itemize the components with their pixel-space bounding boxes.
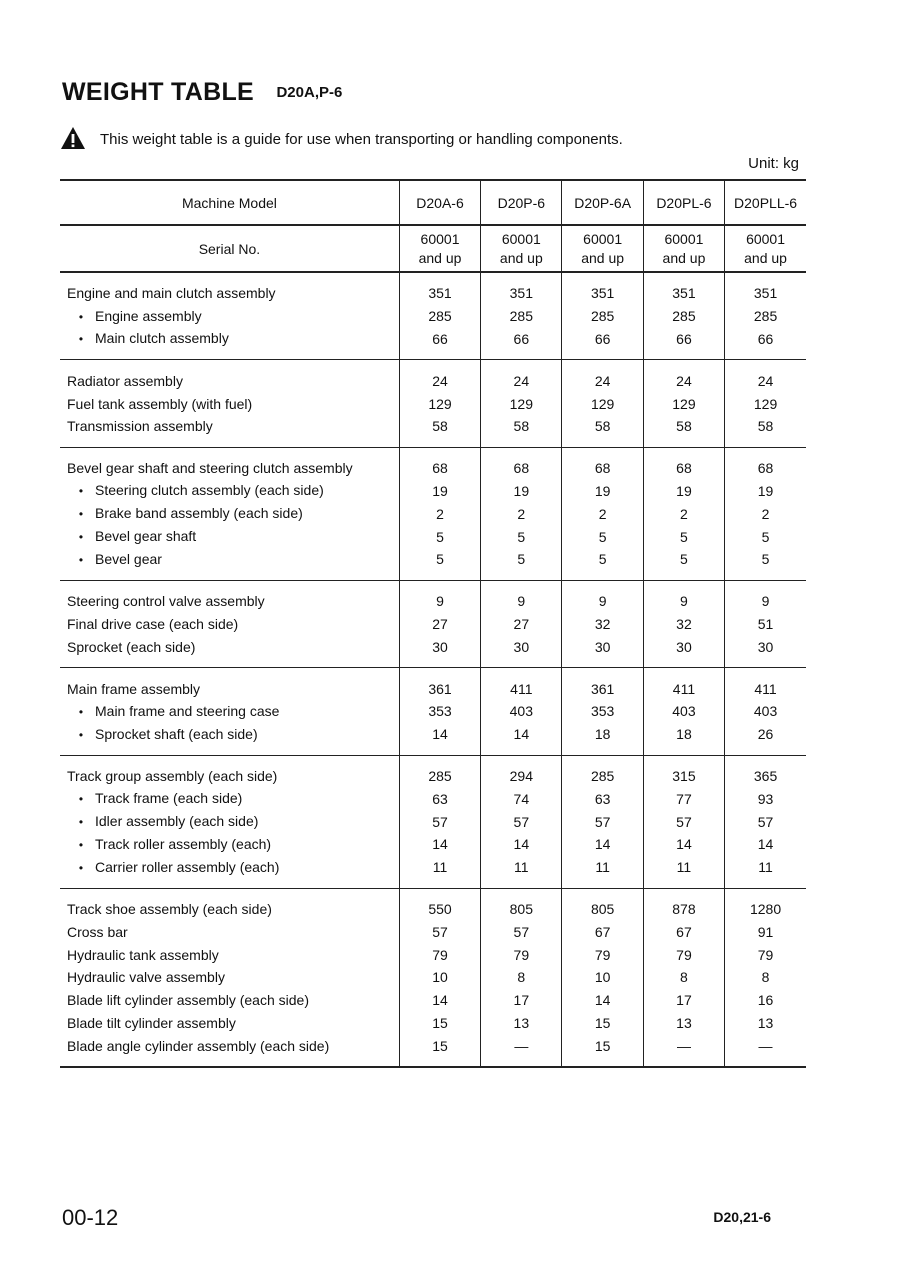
weight-value: 365 xyxy=(725,755,806,787)
weight-value: 19 xyxy=(399,480,480,503)
weight-value: 5 xyxy=(643,525,724,548)
weight-value: 24 xyxy=(643,360,724,392)
warning-text: This weight table is a guide for use when transporting or handling components. xyxy=(100,131,623,148)
component-name xyxy=(60,888,399,920)
weight-value: 77 xyxy=(643,787,724,810)
serial-cell: 60001 and up xyxy=(725,225,806,272)
page-title-row xyxy=(62,78,342,107)
footer-model-code: D20,21-6 xyxy=(713,1209,771,1225)
weight-value: 285 xyxy=(562,755,643,787)
component-label: Steering control valve assembly xyxy=(67,593,265,610)
weight-value: 14 xyxy=(399,723,480,755)
table-row xyxy=(60,810,806,833)
component-name xyxy=(60,360,399,392)
weight-value: 15 xyxy=(562,1012,643,1035)
weight-value: 353 xyxy=(399,700,480,723)
weight-value: 5 xyxy=(562,525,643,548)
table-row xyxy=(60,635,806,667)
weight-value: 9 xyxy=(399,580,480,612)
weight-value: 9 xyxy=(481,580,562,612)
component-label: Blade lift cylinder assembly (each side) xyxy=(67,992,309,1009)
weight-value: 30 xyxy=(643,635,724,667)
unit-label: Unit: kg xyxy=(748,155,799,172)
warning-note xyxy=(60,126,623,150)
weight-value: 2 xyxy=(643,502,724,525)
weight-value: 129 xyxy=(399,392,480,415)
weight-value: 57 xyxy=(725,810,806,833)
weight-value: 79 xyxy=(481,943,562,966)
component-label: Track shoe assembly (each side) xyxy=(67,900,272,917)
table-row xyxy=(60,305,806,328)
weight-value: 27 xyxy=(399,613,480,636)
weight-value: 79 xyxy=(725,943,806,966)
weight-value: 57 xyxy=(481,920,562,943)
weight-value: 285 xyxy=(399,755,480,787)
weight-value: 9 xyxy=(562,580,643,612)
serial-cell: 60001 and up xyxy=(399,225,480,272)
model-header-cell: D20PL-6 xyxy=(643,180,724,225)
component-label: Track roller assembly (each) xyxy=(95,835,272,852)
weight-value: 58 xyxy=(399,415,480,447)
weight-value: 30 xyxy=(725,635,806,667)
bullet-icon: • xyxy=(78,507,84,522)
weight-value: 13 xyxy=(725,1012,806,1035)
table-row xyxy=(60,415,806,447)
table-row xyxy=(60,920,806,943)
weight-value: 361 xyxy=(399,668,480,700)
weight-value: 5 xyxy=(725,525,806,548)
component-label: Hydraulic valve assembly xyxy=(67,969,225,986)
component-name xyxy=(60,580,399,612)
serial-no-header: Serial No. xyxy=(60,225,399,272)
component-label: Bevel gear shaft and steering clutch assembly xyxy=(67,460,353,477)
weight-value: 411 xyxy=(725,668,806,700)
weight-value: 2 xyxy=(562,502,643,525)
component-name xyxy=(60,635,399,667)
weight-value: 14 xyxy=(562,989,643,1012)
table-row xyxy=(60,723,806,755)
table-row xyxy=(60,548,806,580)
sub-component-name xyxy=(60,810,399,833)
table-row xyxy=(60,856,806,888)
weight-value: 32 xyxy=(562,613,643,636)
bullet-icon: • xyxy=(78,860,84,875)
weight-value: — xyxy=(725,1034,806,1067)
component-label: Track frame (each side) xyxy=(95,790,243,807)
weight-value: 403 xyxy=(481,700,562,723)
weight-value: 74 xyxy=(481,787,562,810)
component-name xyxy=(60,415,399,447)
bullet-icon: • xyxy=(78,704,84,719)
weight-value: 18 xyxy=(562,723,643,755)
sub-component-name xyxy=(60,700,399,723)
bullet-icon: • xyxy=(78,332,84,347)
warning-triangle-icon xyxy=(60,126,86,150)
weight-value: 68 xyxy=(725,447,806,479)
component-name xyxy=(60,943,399,966)
weight-value: 24 xyxy=(481,360,562,392)
page-title: WEIGHT TABLE xyxy=(62,78,255,106)
weight-value: 315 xyxy=(643,755,724,787)
model-header-row xyxy=(60,180,806,225)
sub-component-name xyxy=(60,787,399,810)
weight-value: 805 xyxy=(562,888,643,920)
weight-value: 11 xyxy=(481,856,562,888)
machine-model-header: Machine Model xyxy=(60,180,399,225)
sub-component-name xyxy=(60,502,399,525)
component-name xyxy=(60,613,399,636)
weight-value: 27 xyxy=(481,613,562,636)
component-name xyxy=(60,668,399,700)
component-label: Radiator assembly xyxy=(67,372,183,389)
weight-value: — xyxy=(643,1034,724,1067)
component-name xyxy=(60,447,399,479)
weight-value: 57 xyxy=(481,810,562,833)
table-row xyxy=(60,833,806,856)
sub-component-name xyxy=(60,723,399,755)
weight-value: 13 xyxy=(481,1012,562,1035)
weight-value: 24 xyxy=(399,360,480,392)
weight-value: 32 xyxy=(643,613,724,636)
table-row xyxy=(60,966,806,989)
component-name xyxy=(60,272,399,305)
weight-value: 17 xyxy=(643,989,724,1012)
weight-value: 66 xyxy=(481,328,562,360)
weight-value: — xyxy=(481,1034,562,1067)
weight-table-body xyxy=(60,272,806,1067)
weight-value: 51 xyxy=(725,613,806,636)
weight-value: 5 xyxy=(643,548,724,580)
weight-value: 351 xyxy=(643,272,724,305)
component-label: Cross bar xyxy=(67,923,128,940)
table-row xyxy=(60,1012,806,1035)
serial-header-row xyxy=(60,225,806,272)
weight-value: 67 xyxy=(562,920,643,943)
weight-value: 5 xyxy=(481,525,562,548)
table-row xyxy=(60,392,806,415)
weight-value: 19 xyxy=(725,480,806,503)
weight-value: 361 xyxy=(562,668,643,700)
weight-value: 129 xyxy=(562,392,643,415)
weight-value: 79 xyxy=(399,943,480,966)
weight-value: 8 xyxy=(481,966,562,989)
sub-component-name xyxy=(60,480,399,503)
weight-value: 14 xyxy=(725,833,806,856)
sub-component-name xyxy=(60,525,399,548)
table-row xyxy=(60,755,806,787)
table-row xyxy=(60,888,806,920)
weight-value: 294 xyxy=(481,755,562,787)
component-label: Engine assembly xyxy=(95,307,202,324)
weight-value: 805 xyxy=(481,888,562,920)
weight-value: 5 xyxy=(481,548,562,580)
weight-value: 66 xyxy=(725,328,806,360)
weight-value: 18 xyxy=(643,723,724,755)
weight-value: 353 xyxy=(562,700,643,723)
table-row xyxy=(60,328,806,360)
serial-cell: 60001 and up xyxy=(481,225,562,272)
weight-value: 68 xyxy=(643,447,724,479)
component-name xyxy=(60,966,399,989)
weight-value: 30 xyxy=(481,635,562,667)
weight-value: 68 xyxy=(399,447,480,479)
weight-value: 11 xyxy=(562,856,643,888)
weight-value: 5 xyxy=(399,525,480,548)
weight-value: 16 xyxy=(725,989,806,1012)
weight-value: 285 xyxy=(399,305,480,328)
weight-value: 30 xyxy=(562,635,643,667)
table-row xyxy=(60,613,806,636)
weight-value: 11 xyxy=(725,856,806,888)
weight-value: 13 xyxy=(643,1012,724,1035)
weight-value: 26 xyxy=(725,723,806,755)
weight-value: 91 xyxy=(725,920,806,943)
weight-value: 129 xyxy=(725,392,806,415)
table-row xyxy=(60,580,806,612)
component-label: Blade tilt cylinder assembly xyxy=(67,1014,236,1031)
table-row xyxy=(60,525,806,548)
weight-value: 58 xyxy=(562,415,643,447)
weight-value: 15 xyxy=(399,1012,480,1035)
weight-value: 19 xyxy=(643,480,724,503)
component-name xyxy=(60,1034,399,1067)
weight-value: 11 xyxy=(399,856,480,888)
sub-component-name xyxy=(60,833,399,856)
weight-value: 5 xyxy=(562,548,643,580)
weight-value: 9 xyxy=(725,580,806,612)
sub-component-name xyxy=(60,548,399,580)
table-row xyxy=(60,787,806,810)
bullet-icon: • xyxy=(78,309,84,324)
bullet-icon: • xyxy=(78,727,84,742)
weight-value: 15 xyxy=(399,1034,480,1067)
bullet-icon: • xyxy=(78,815,84,830)
weight-value: 10 xyxy=(399,966,480,989)
table-row xyxy=(60,700,806,723)
weight-value: 10 xyxy=(562,966,643,989)
component-name xyxy=(60,989,399,1012)
component-label: Final drive case (each side) xyxy=(67,615,239,632)
weight-value: 411 xyxy=(481,668,562,700)
weight-value: 14 xyxy=(399,833,480,856)
component-name xyxy=(60,755,399,787)
bullet-icon: • xyxy=(78,484,84,499)
table-row xyxy=(60,480,806,503)
weight-value: 351 xyxy=(562,272,643,305)
table-row xyxy=(60,668,806,700)
weight-value: 285 xyxy=(643,305,724,328)
weight-value: 79 xyxy=(562,943,643,966)
bullet-icon: • xyxy=(78,837,84,852)
weight-value: 14 xyxy=(481,723,562,755)
weight-value: 30 xyxy=(399,635,480,667)
weight-value: 9 xyxy=(643,580,724,612)
sub-component-name xyxy=(60,305,399,328)
weight-value: 411 xyxy=(643,668,724,700)
component-name xyxy=(60,920,399,943)
weight-value: 878 xyxy=(643,888,724,920)
weight-value: 93 xyxy=(725,787,806,810)
component-name xyxy=(60,392,399,415)
serial-cell: 60001 and up xyxy=(643,225,724,272)
component-label: Blade angle cylinder assembly (each side) xyxy=(67,1037,330,1054)
weight-value: 57 xyxy=(399,920,480,943)
weight-value: 68 xyxy=(562,447,643,479)
component-label: Bevel gear shaft xyxy=(95,528,197,545)
weight-value: 403 xyxy=(725,700,806,723)
component-label: Bevel gear xyxy=(95,550,162,567)
component-label: Idler assembly (each side) xyxy=(95,813,259,830)
weight-value: 550 xyxy=(399,888,480,920)
table-row xyxy=(60,943,806,966)
component-label: Steering clutch assembly (each side) xyxy=(95,482,324,499)
weight-value: 351 xyxy=(399,272,480,305)
weight-value: 2 xyxy=(725,502,806,525)
serial-cell: 60001 and up xyxy=(562,225,643,272)
table-row xyxy=(60,502,806,525)
model-header-cell: D20A-6 xyxy=(399,180,480,225)
component-label: Sprocket (each side) xyxy=(67,638,196,655)
weight-value: 8 xyxy=(725,966,806,989)
component-label: Main frame and steering case xyxy=(95,702,280,719)
component-label: Hydraulic tank assembly xyxy=(67,946,219,963)
weight-value: 14 xyxy=(399,989,480,1012)
weight-value: 8 xyxy=(643,966,724,989)
weight-value: 1280 xyxy=(725,888,806,920)
model-header-cell: D20P-6A xyxy=(562,180,643,225)
weight-value: 285 xyxy=(725,305,806,328)
weight-value: 14 xyxy=(643,833,724,856)
weight-value: 66 xyxy=(562,328,643,360)
weight-value: 17 xyxy=(481,989,562,1012)
weight-value: 66 xyxy=(399,328,480,360)
weight-value: 129 xyxy=(643,392,724,415)
weight-value: 285 xyxy=(562,305,643,328)
weight-value: 5 xyxy=(725,548,806,580)
weight-value: 285 xyxy=(481,305,562,328)
bullet-icon: • xyxy=(78,792,84,807)
weight-value: 58 xyxy=(643,415,724,447)
weight-value: 24 xyxy=(562,360,643,392)
table-row xyxy=(60,1034,806,1067)
sub-component-name xyxy=(60,856,399,888)
page-subtitle: D20A,P-6 xyxy=(276,84,343,101)
weight-value: 66 xyxy=(643,328,724,360)
weight-value: 11 xyxy=(643,856,724,888)
component-label: Carrier roller assembly (each) xyxy=(95,858,280,875)
bullet-icon: • xyxy=(78,530,84,545)
component-label: Transmission assembly xyxy=(67,418,213,435)
weight-value: 14 xyxy=(481,833,562,856)
weight-value: 5 xyxy=(399,548,480,580)
sub-component-name xyxy=(60,328,399,360)
weight-value: 19 xyxy=(481,480,562,503)
component-label: Main clutch assembly xyxy=(95,330,229,347)
weight-value: 79 xyxy=(643,943,724,966)
weight-value: 68 xyxy=(481,447,562,479)
component-label: Brake band assembly (each side) xyxy=(95,505,303,522)
weight-value: 15 xyxy=(562,1034,643,1067)
weight-value: 24 xyxy=(725,360,806,392)
bullet-icon: • xyxy=(78,552,84,567)
weight-value: 57 xyxy=(562,810,643,833)
table-row xyxy=(60,360,806,392)
weight-value: 14 xyxy=(562,833,643,856)
component-label: Main frame assembly xyxy=(67,680,201,697)
weight-value: 403 xyxy=(643,700,724,723)
weight-value: 58 xyxy=(725,415,806,447)
component-name xyxy=(60,1012,399,1035)
component-label: Sprocket shaft (each side) xyxy=(95,725,258,742)
weight-value: 19 xyxy=(562,480,643,503)
weight-value: 57 xyxy=(399,810,480,833)
weight-value: 351 xyxy=(481,272,562,305)
component-label: Track group assembly (each side) xyxy=(67,767,278,784)
weight-value: 63 xyxy=(399,787,480,810)
table-row xyxy=(60,447,806,479)
weight-value: 57 xyxy=(643,810,724,833)
weight-table xyxy=(60,179,806,1068)
weight-value: 2 xyxy=(481,502,562,525)
weight-value: 58 xyxy=(481,415,562,447)
component-label: Engine and main clutch assembly xyxy=(67,285,276,302)
page-number: 00-12 xyxy=(62,1205,119,1230)
table-row xyxy=(60,272,806,305)
component-label: Fuel tank assembly (with fuel) xyxy=(67,395,253,412)
table-row xyxy=(60,989,806,1012)
weight-value: 129 xyxy=(481,392,562,415)
weight-value: 2 xyxy=(399,502,480,525)
weight-value: 63 xyxy=(562,787,643,810)
weight-value: 351 xyxy=(725,272,806,305)
model-header-cell: D20P-6 xyxy=(481,180,562,225)
model-header-cell: D20PLL-6 xyxy=(725,180,806,225)
weight-value: 67 xyxy=(643,920,724,943)
